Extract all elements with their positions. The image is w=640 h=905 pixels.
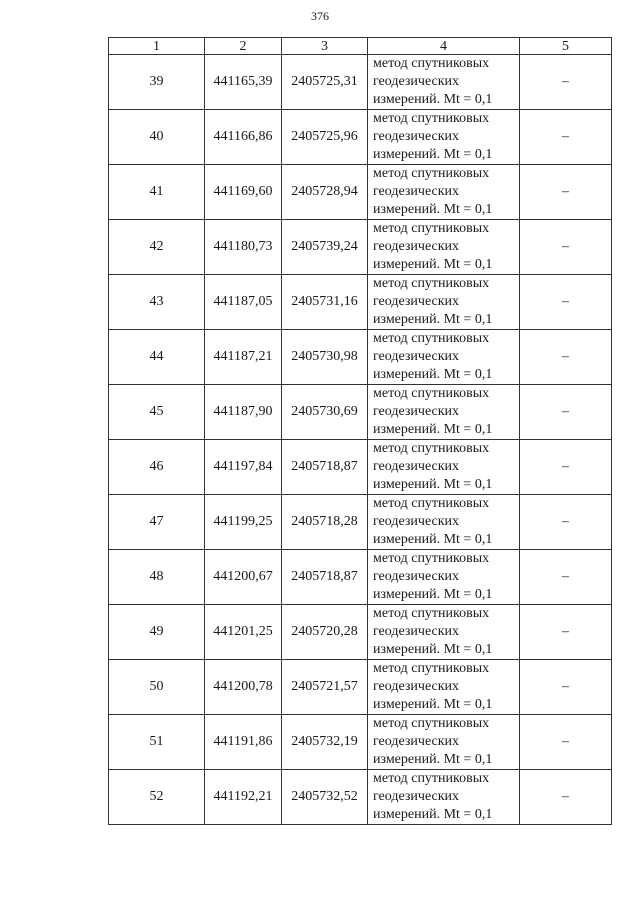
- y-coordinate-cell: 2405721,57: [282, 660, 368, 715]
- header-col-1: 1: [109, 38, 205, 55]
- note-cell: –: [520, 440, 612, 495]
- table-row: [109, 330, 612, 385]
- point-number-cell: 45: [109, 385, 205, 440]
- note-cell: –: [520, 385, 612, 440]
- point-number-cell: 52: [109, 770, 205, 825]
- note-cell: –: [520, 55, 612, 110]
- x-coordinate-cell: 441191,86: [205, 715, 282, 770]
- table-row: [109, 385, 612, 440]
- method-cell: метод спутниковых геодезических измерений. Mt = 0,1: [368, 220, 520, 275]
- x-coordinate-cell: 441192,21: [205, 770, 282, 825]
- note-cell: –: [520, 330, 612, 385]
- x-coordinate-cell: 441165,39: [205, 55, 282, 110]
- y-coordinate-cell: 2405728,94: [282, 165, 368, 220]
- table-row: [109, 220, 612, 275]
- point-number-cell: 41: [109, 165, 205, 220]
- header-col-5: 5: [520, 38, 612, 55]
- y-coordinate-cell: 2405730,69: [282, 385, 368, 440]
- method-cell: метод спутниковых геодезических измерений. Mt = 0,1: [368, 110, 520, 165]
- y-coordinate-cell: 2405731,16: [282, 275, 368, 330]
- y-coordinate-cell: 2405732,52: [282, 770, 368, 825]
- point-number-cell: 42: [109, 220, 205, 275]
- x-coordinate-cell: 441200,67: [205, 550, 282, 605]
- coordinates-table: [108, 37, 612, 825]
- method-cell: метод спутниковых геодезических измерений. Mt = 0,1: [368, 660, 520, 715]
- table-row: [109, 660, 612, 715]
- method-cell: метод спутниковых геодезических измерений. Mt = 0,1: [368, 495, 520, 550]
- method-cell: метод спутниковых геодезических измерений. Mt = 0,1: [368, 275, 520, 330]
- y-coordinate-cell: 2405739,24: [282, 220, 368, 275]
- y-coordinate-cell: 2405725,96: [282, 110, 368, 165]
- point-number-cell: 47: [109, 495, 205, 550]
- note-cell: –: [520, 605, 612, 660]
- note-cell: –: [520, 220, 612, 275]
- note-cell: –: [520, 275, 612, 330]
- x-coordinate-cell: 441197,84: [205, 440, 282, 495]
- note-cell: –: [520, 770, 612, 825]
- y-coordinate-cell: 2405718,87: [282, 550, 368, 605]
- header-col-2: 2: [205, 38, 282, 55]
- header-col-4: 4: [368, 38, 520, 55]
- note-cell: –: [520, 110, 612, 165]
- method-cell: метод спутниковых геодезических измерений. Mt = 0,1: [368, 605, 520, 660]
- point-number-cell: 46: [109, 440, 205, 495]
- note-cell: –: [520, 495, 612, 550]
- point-number-cell: 43: [109, 275, 205, 330]
- x-coordinate-cell: 441180,73: [205, 220, 282, 275]
- y-coordinate-cell: 2405730,98: [282, 330, 368, 385]
- point-number-cell: 40: [109, 110, 205, 165]
- table-row: [109, 495, 612, 550]
- x-coordinate-cell: 441200,78: [205, 660, 282, 715]
- y-coordinate-cell: 2405732,19: [282, 715, 368, 770]
- method-cell: метод спутниковых геодезических измерений. Mt = 0,1: [368, 55, 520, 110]
- table-row: [109, 275, 612, 330]
- x-coordinate-cell: 441187,90: [205, 385, 282, 440]
- x-coordinate-cell: 441169,60: [205, 165, 282, 220]
- y-coordinate-cell: 2405718,87: [282, 440, 368, 495]
- header-col-3: 3: [282, 38, 368, 55]
- y-coordinate-cell: 2405718,28: [282, 495, 368, 550]
- point-number-cell: 48: [109, 550, 205, 605]
- point-number-cell: 50: [109, 660, 205, 715]
- note-cell: –: [520, 165, 612, 220]
- note-cell: –: [520, 550, 612, 605]
- table-row: [109, 440, 612, 495]
- table-row: [109, 110, 612, 165]
- x-coordinate-cell: 441201,25: [205, 605, 282, 660]
- note-cell: –: [520, 715, 612, 770]
- table-row: [109, 550, 612, 605]
- table-body: [109, 55, 612, 825]
- x-coordinate-cell: 441199,25: [205, 495, 282, 550]
- method-cell: метод спутниковых геодезических измерений. Mt = 0,1: [368, 330, 520, 385]
- method-cell: метод спутниковых геодезических измерений. Mt = 0,1: [368, 715, 520, 770]
- table-row: [109, 605, 612, 660]
- point-number-cell: 44: [109, 330, 205, 385]
- table-row: [109, 715, 612, 770]
- method-cell: метод спутниковых геодезических измерений. Mt = 0,1: [368, 770, 520, 825]
- method-cell: метод спутниковых геодезических измерений. Mt = 0,1: [368, 440, 520, 495]
- note-cell: –: [520, 660, 612, 715]
- method-cell: метод спутниковых геодезических измерений. Mt = 0,1: [368, 385, 520, 440]
- x-coordinate-cell: 441187,05: [205, 275, 282, 330]
- x-coordinate-cell: 441166,86: [205, 110, 282, 165]
- header-row: [109, 38, 612, 55]
- point-number-cell: 49: [109, 605, 205, 660]
- page-number: 376: [311, 9, 329, 23]
- y-coordinate-cell: 2405725,31: [282, 55, 368, 110]
- x-coordinate-cell: 441187,21: [205, 330, 282, 385]
- method-cell: метод спутниковых геодезических измерений. Mt = 0,1: [368, 550, 520, 605]
- table-row: [109, 55, 612, 110]
- table-row: [109, 770, 612, 825]
- point-number-cell: 51: [109, 715, 205, 770]
- point-number-cell: 39: [109, 55, 205, 110]
- table-row: [109, 165, 612, 220]
- y-coordinate-cell: 2405720,28: [282, 605, 368, 660]
- method-cell: метод спутниковых геодезических измерений. Mt = 0,1: [368, 165, 520, 220]
